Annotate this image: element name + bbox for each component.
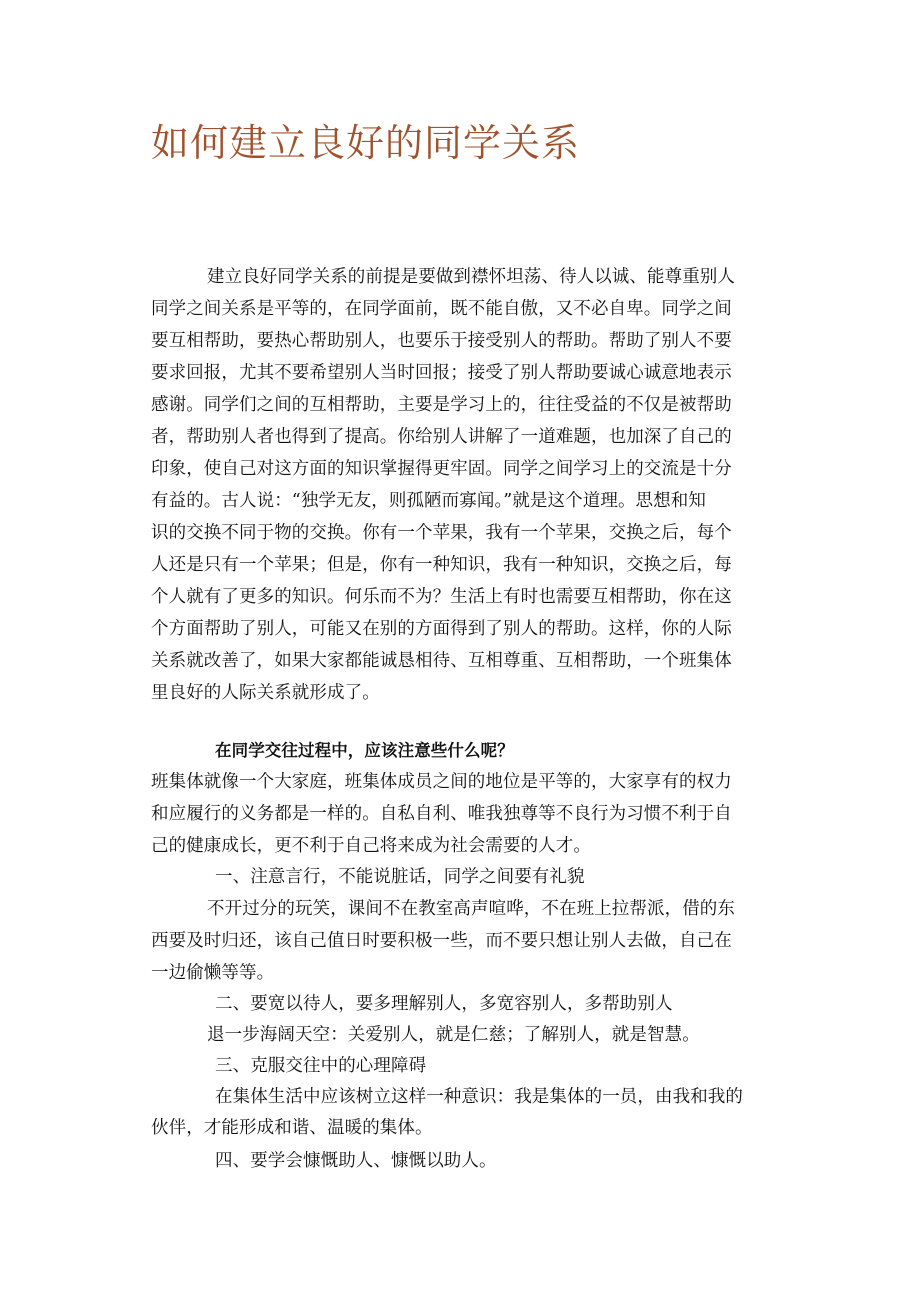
- text-line: 和应履行的义务都是一样的。自私自利、唯我独尊等不良行为习惯不利于自: [151, 804, 732, 824]
- text-line: 退一步海阔天空：关爱别人，就是仁慈；了解别人，就是智慧。: [207, 1025, 700, 1045]
- text-line: 要求回报，尤其不要希望别人当时回报；接受了别人帮助要诚心诚意地表示: [151, 363, 732, 383]
- point-1-heading: 一、注意言行，不能说脏话，同学之间要有礼貌: [215, 867, 585, 887]
- point-4-heading: 四、要学会慷慨助人、慷慨以助人。: [215, 1151, 497, 1171]
- text-line: 者，帮助别人者也得到了提高。你给别人讲解了一道难题，也加深了自己的: [151, 427, 732, 447]
- text-line: 己的健康成长，更不利于自己将来成为社会需要的人才。: [151, 836, 591, 856]
- paragraph-1: [151, 266, 757, 706]
- text-line: 个方面帮助了别人，可能又在别的方面得到了别人的帮助。这样，你的人际: [151, 619, 732, 639]
- section-2: [151, 740, 757, 860]
- text-line: 在集体生活中应该树立这样一种意识：我是集体的一员，由我和我的: [215, 1087, 743, 1107]
- points-list: [151, 866, 757, 1186]
- text-line: 同学之间关系是平等的，在同学面前，既不能自傲，又不必自卑。同学之间: [151, 299, 732, 319]
- point-2-heading: 二、要宽以待人，要多理解别人，多宽容别人，多帮助别人: [215, 994, 673, 1014]
- text-line: 一边偷懒等等。: [151, 963, 275, 983]
- text-line: 印象，使自己对这方面的知识掌握得更牢固。同学之间学习上的交流是十分: [151, 459, 732, 479]
- text-line: 不开过分的玩笑，课间不在教室高声喧哗，不在班上拉帮派，借的东: [207, 899, 735, 919]
- text-line: 感谢。同学们之间的互相帮助，主要是学习上的，往往受益的不仅是被帮助: [151, 395, 732, 415]
- text-line: 要互相帮助，要热心帮助别人，也要乐于接受别人的帮助。帮助了别人不要: [151, 331, 732, 351]
- text-line: 西要及时归还，该自己值日时要积极一些，而不要只想让别人去做，自己在: [151, 931, 732, 951]
- text-line: 个人就有了更多的知识。何乐而不为？生活上有时也需要互相帮助，你在这: [151, 587, 732, 607]
- text-line: 建立良好同学关系的前提是要做到襟怀坦荡、待人以诚、能尊重别人: [207, 267, 735, 287]
- text-line: 识的交换不同于物的交换。你有一个苹果，我有一个苹果，交换之后，每个: [151, 523, 732, 543]
- text-line: 伙伴，才能形成和谐、温暖的集体。: [151, 1118, 433, 1138]
- point-3-heading: 三、克服交往中的心理障碍: [215, 1056, 427, 1076]
- text-line: 关系就改善了，如果大家都能诚恳相待、互相尊重、互相帮助，一个班集体: [151, 651, 732, 671]
- document-title: 如何建立良好的同学关系: [151, 121, 581, 165]
- text-line: 有益的。古人说：“独学无友，则孤陋而寡闻。”就是这个道理。思想和知: [151, 491, 706, 511]
- text-line: 人还是只有一个苹果；但是，你有一种知识，我有一种知识，交换之后，每: [151, 555, 732, 575]
- text-line: 班集体就像一个大家庭，班集体成员之间的地位是平等的，大家享有的权力: [151, 772, 732, 792]
- text-line: 里良好的人际关系就形成了。: [151, 683, 380, 703]
- section-heading: 在同学交往过程中，应该注意些什么呢？: [215, 741, 514, 760]
